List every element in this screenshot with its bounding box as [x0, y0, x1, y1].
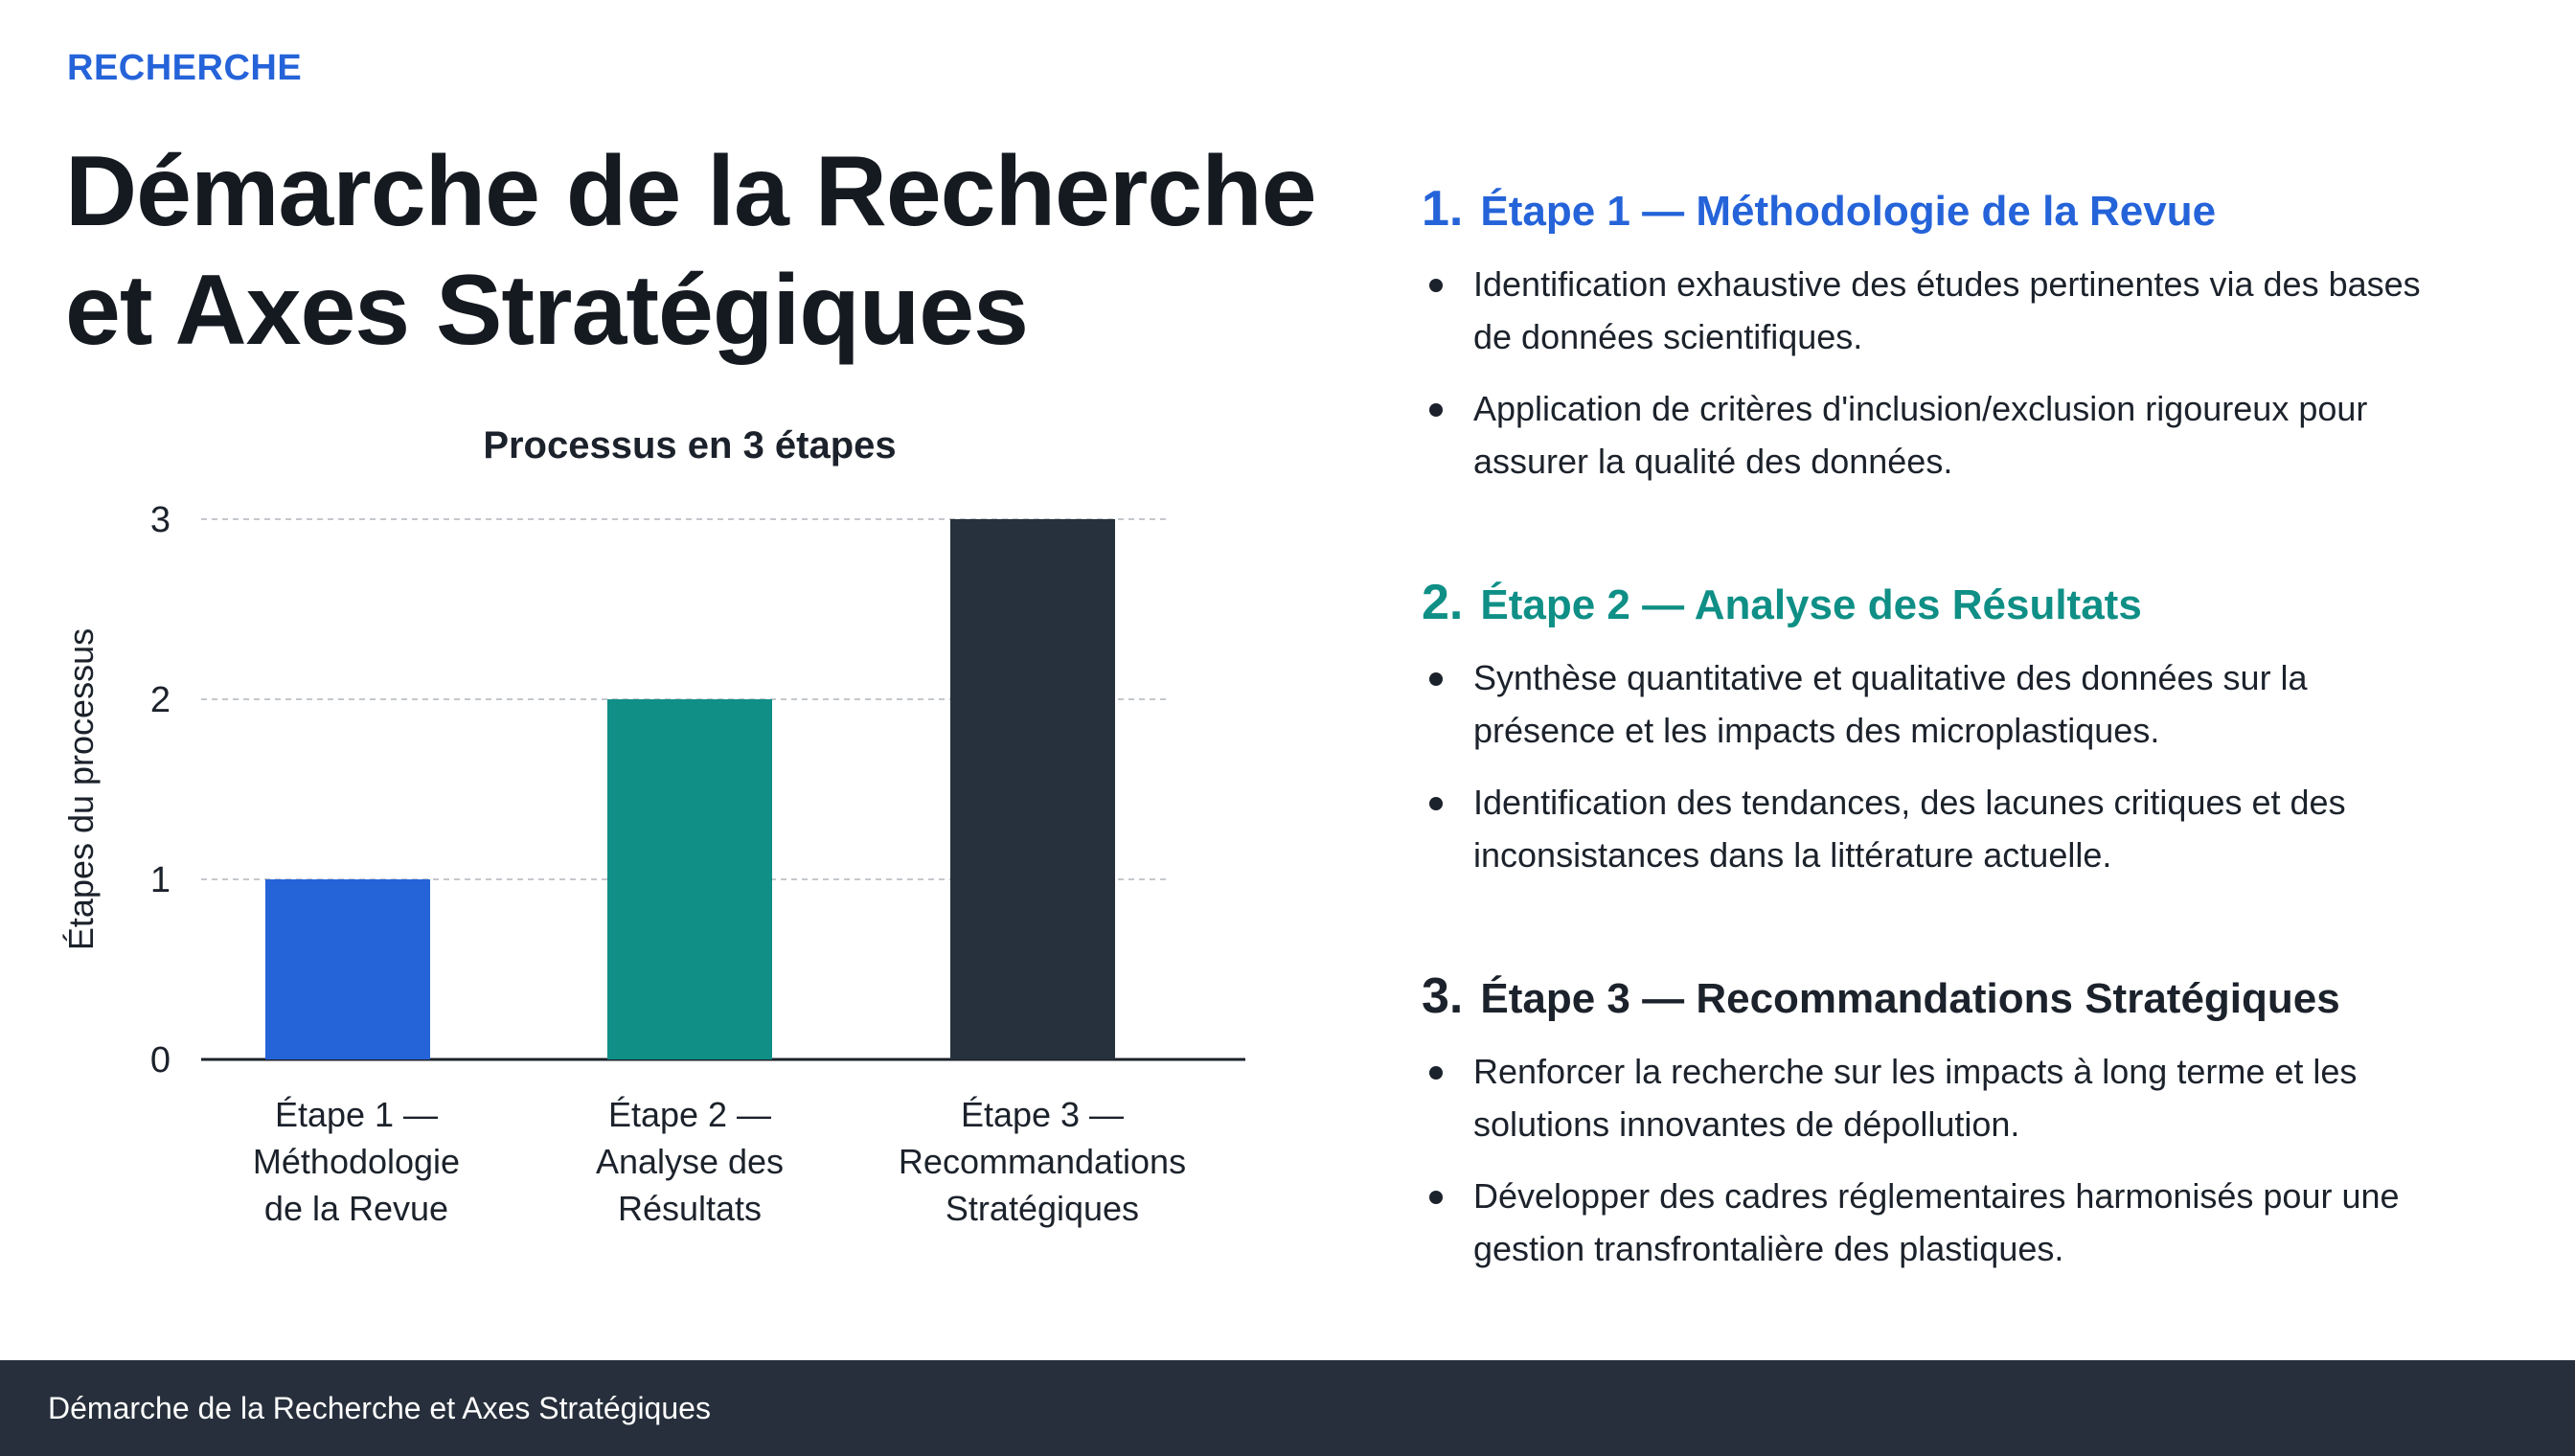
- step-1: [1422, 182, 2456, 488]
- section-kicker: RECHERCHE: [67, 48, 303, 88]
- step-2-bullet-1: [1422, 651, 2456, 757]
- bar-2: [607, 699, 772, 1059]
- bullet-icon: [1429, 797, 1443, 810]
- x-tick-label: Analyse des: [595, 1142, 785, 1181]
- step-2-number: 2.: [1422, 575, 1464, 630]
- step-2: [1422, 576, 2456, 881]
- step-1-bullet-2: [1422, 382, 2456, 488]
- footer-bar: [0, 1360, 2575, 1456]
- x-tick-label: Résultats: [617, 1189, 763, 1228]
- x-tick-label: Étape 2 —: [607, 1095, 772, 1134]
- step-1-bullet-1: [1422, 258, 2456, 363]
- bullet-icon: [1429, 1066, 1443, 1080]
- x-tick-label: Recommandations: [898, 1142, 1187, 1181]
- bullet-icon: [1429, 672, 1443, 686]
- y-tick-label: 1: [149, 860, 171, 900]
- step-1-bullet-1-text: Identification exhaustive des études pertinentes via des bases de données scientifiques.: [1473, 264, 2421, 356]
- step-3-title: Étape 3 — Recommandations Stratégiques: [1480, 975, 2340, 1022]
- footer-title: Démarche de la Recherche et Axes Stratégiques: [48, 1390, 711, 1425]
- bar-chart: [38, 412, 1245, 1255]
- x-tick-label: Méthodologie: [252, 1142, 461, 1181]
- step-3-number: 3.: [1422, 968, 1464, 1024]
- step-2-bullet-2-text: Identification des tendances, des lacunes critiques et des inconsistances dans la littérature actuelle.: [1473, 783, 2346, 875]
- step-3-bullet-1-text: Renforcer la recherche sur les impacts à long terme et les solutions innovantes de dépollution.: [1473, 1052, 2358, 1144]
- steps-list: [1422, 182, 2456, 1294]
- x-tick-label: Stratégiques: [945, 1189, 1140, 1228]
- bullet-icon: [1429, 403, 1443, 417]
- step-1-number: 1.: [1422, 181, 1464, 237]
- step-1-title: Étape 1 — Méthodologie de la Revue: [1480, 188, 2217, 235]
- bullet-icon: [1429, 279, 1443, 292]
- chart-title: Processus en 3 étapes: [483, 424, 897, 466]
- page-title: Démarche de la Recherche et Axes Stratégiques: [65, 136, 1316, 366]
- step-1-heading: [1422, 182, 2456, 239]
- y-tick-label: 2: [149, 680, 171, 720]
- bullet-icon: [1429, 1191, 1443, 1204]
- bar-3: [950, 519, 1115, 1059]
- step-2-bullet-2: [1422, 776, 2456, 881]
- step-3-heading: [1422, 969, 2456, 1026]
- step-2-title: Étape 2 — Analyse des Résultats: [1480, 581, 2142, 628]
- step-3: [1422, 969, 2456, 1275]
- y-tick-label: 3: [149, 500, 171, 540]
- x-tick-label: Étape 1 —: [274, 1095, 439, 1134]
- y-tick-label: 0: [149, 1040, 171, 1081]
- x-tick-label: Étape 3 —: [960, 1095, 1125, 1134]
- step-3-bullet-2-text: Développer des cadres réglementaires harmonisés pour une gestion transfrontalière des plastiques.: [1473, 1176, 2400, 1268]
- x-tick-label: de la Revue: [263, 1189, 449, 1228]
- step-3-bullet-1: [1422, 1045, 2456, 1150]
- y-axis-label: Étapes du processus: [61, 627, 101, 951]
- bar-1: [265, 879, 430, 1059]
- step-2-heading: [1422, 576, 2456, 632]
- step-2-bullet-1-text: Synthèse quantitative et qualitative des données sur la présence et les impacts des microplastiques.: [1473, 658, 2308, 750]
- step-3-bullet-2: [1422, 1170, 2456, 1275]
- step-1-bullet-2-text: Application de critères d'inclusion/exclusion rigoureux pour assurer la qualité des données.: [1473, 389, 2368, 481]
